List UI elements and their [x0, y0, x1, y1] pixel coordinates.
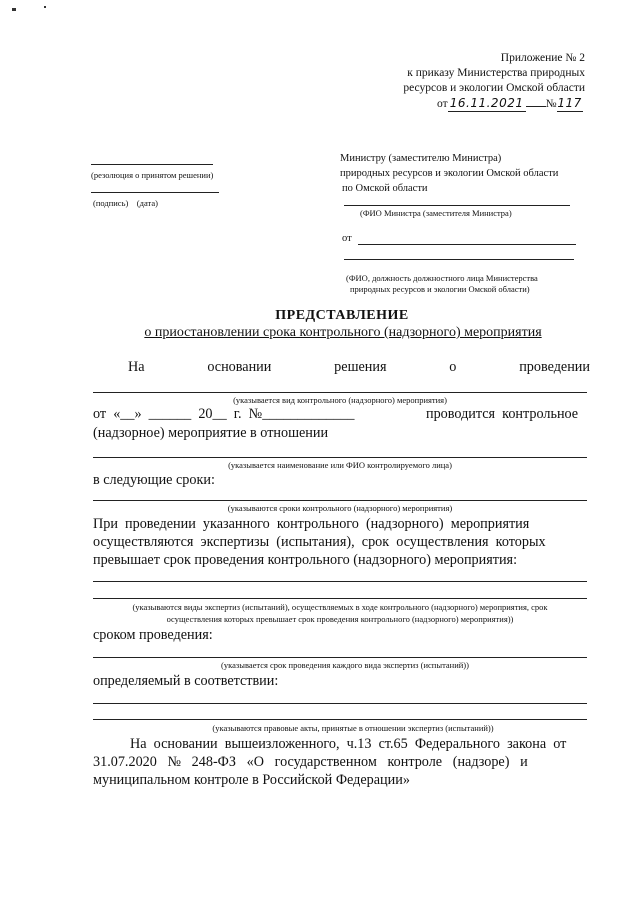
- scan-speck: [12, 8, 16, 11]
- resolution-caption: (резолюция о принятом решении): [91, 170, 214, 180]
- resolution-line: [91, 164, 213, 165]
- expertise-line-1: [93, 581, 587, 582]
- official-caption-2: природных ресурсов и экологии Омской области): [350, 284, 530, 294]
- period-caption: (указывается срок проведения каждого вида экспертиз (испытаний)): [221, 660, 469, 670]
- p4-line-1: На основании вышеизложенного, ч.13 ст.65 Федерального закона от: [130, 736, 567, 752]
- signature-line: [91, 192, 219, 193]
- period-line: [93, 657, 587, 658]
- handwritten-number: 117: [557, 96, 582, 110]
- minister-fio-line: [344, 205, 570, 206]
- official-caption-1: (ФИО, должность должностного лица Министерства: [346, 273, 538, 283]
- type-line: [93, 392, 587, 393]
- appendix-date-row: [437, 96, 583, 112]
- p3-line-1: При проведении указанного контрольного (надзорного) мероприятия: [93, 516, 530, 532]
- period-label: сроком проведения:: [93, 627, 213, 643]
- p3-line-2: осуществляются экспертизы (испытания), срок осуществления которых: [93, 534, 546, 550]
- from-line: [358, 244, 576, 245]
- minister-fio-caption: (ФИО Министра (заместителя Министра): [360, 208, 512, 218]
- document-title: ПРЕДСТАВЛЕНИЕ: [275, 308, 409, 323]
- expertise-caption-1: (указываются виды экспертиз (испытаний), осуществляемых в ходе контрольного (надзорного) мероприятия, срок: [132, 602, 548, 612]
- acts-line-1: [93, 703, 587, 704]
- name-caption: (указывается наименование или ФИО контролируемого лица): [228, 460, 452, 470]
- appendix-line-3: ресурсов и экологии Омской области: [403, 82, 585, 94]
- appendix-line-1: Приложение № 2: [500, 52, 585, 64]
- p1-word: На: [128, 359, 145, 375]
- addressee-line-1: Министру (заместителю Министра): [340, 153, 502, 164]
- p2-line-2: (надзорное) мероприятие в отношении: [93, 425, 329, 441]
- expertise-line-2: [93, 598, 587, 599]
- appendix-line-2: к приказу Министерства природных: [407, 67, 585, 79]
- terms-line: [93, 500, 587, 501]
- p4-line-3: муниципальном контроле в Российской Федерации»: [93, 772, 410, 788]
- determined-label: определяемый в соответствии:: [93, 673, 279, 689]
- number-prefix: №: [545, 98, 557, 110]
- acts-line-2: [93, 719, 587, 720]
- p1-word: решения: [334, 359, 387, 375]
- p4-line-2: 31.07.2020 № 248-ФЗ «О государственном контроле (надзоре) и: [93, 754, 528, 770]
- signature-caption: (подпись) (дата): [93, 198, 158, 208]
- p1-word: основании: [207, 359, 272, 375]
- name-line: [93, 457, 587, 458]
- p1-word: проведении: [519, 359, 590, 375]
- p1-line: [128, 359, 590, 376]
- from-label: от: [342, 233, 352, 244]
- terms-caption: (указываются сроки контрольного (надзорного) мероприятия): [227, 503, 453, 513]
- terms-label: в следующие сроки:: [93, 472, 215, 488]
- addressee-line-3: по Омской области: [342, 183, 428, 194]
- type-caption: (указывается вид контрольного (надзорного) мероприятия): [233, 395, 447, 405]
- p3-line-3: превышает срок проведения контрольного (надзорного) мероприятия:: [93, 552, 518, 568]
- p2-ot: от «__» ______ 20__ г. №_____________: [93, 406, 355, 422]
- addressee-line-2: природных ресурсов и экологии Омской области: [340, 168, 559, 179]
- date-prefix: от: [437, 98, 448, 110]
- p2-rest: проводится контрольное: [426, 406, 579, 422]
- handwritten-date: 16.11.2021: [448, 96, 526, 112]
- acts-caption: (указываются правовые акты, принятые в отношении экспертиз (испытаний)): [212, 723, 494, 733]
- document-subtitle: о приостановлении срока контрольного (надзорного) мероприятия: [144, 325, 542, 340]
- from-line-2: [344, 259, 574, 260]
- expertise-caption-2: осуществления которых превышает срок проведения контрольного (надзорного) мероприятия)): [166, 614, 514, 624]
- scan-speck: [44, 6, 46, 8]
- p1-word: о: [449, 359, 457, 375]
